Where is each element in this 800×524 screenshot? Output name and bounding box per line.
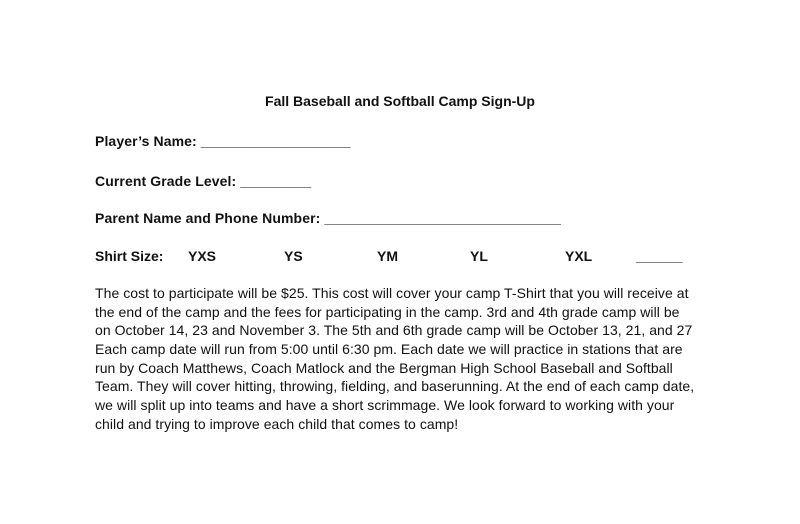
paragraph-line: the end of the camp and the fees for participating in the camp. 3rd and 4th grade camp will be	[95, 303, 680, 320]
paragraph-line: child and trying to improve each child that comes to camp!	[95, 415, 459, 432]
paragraph-line: run by Coach Matthews, Coach Matlock and the Bergman High School Baseball and Softball	[95, 359, 673, 376]
paragraph-line: Team. They will cover hitting, throwing, fielding, and baserunning. At the end of each camp date,	[95, 378, 695, 395]
page-title: Fall Baseball and Softball Camp Sign-Up	[265, 93, 535, 109]
paragraph-line: on October 14, 23 and November 3. The 5th and 6th grade camp will be October 13, 21, and 27	[95, 322, 693, 339]
shirt-size-yxs: YXS	[188, 248, 217, 264]
paragraph-line: The cost to participate will be $25. This cost will cover your camp T-Shirt that you will receive at	[95, 285, 689, 301]
player-name-field: Player’s Name: ___________________	[95, 133, 351, 149]
parent-contact-field: Parent Name and Phone Number: ______________________________	[95, 210, 561, 226]
shirt-size-ys: YS	[284, 248, 303, 264]
camp-description	[95, 284, 725, 434]
paragraph-line: Each camp date will run from 5:00 until 6:30 pm. Each date we will practice in stations that are	[95, 341, 683, 358]
shirt-size-ym: YM	[377, 248, 398, 264]
shirt-size-yxl: YXL	[565, 248, 593, 264]
shirt-size-label: Shirt Size:	[95, 248, 164, 264]
paragraph-line: we will split up into teams and have a short scrimmage. We look forward to working with your	[95, 397, 675, 414]
grade-level-field: Current Grade Level: _________	[95, 173, 312, 189]
shirt-size-yl: YL	[470, 248, 488, 264]
shirt-size-blank: ______	[636, 248, 683, 264]
